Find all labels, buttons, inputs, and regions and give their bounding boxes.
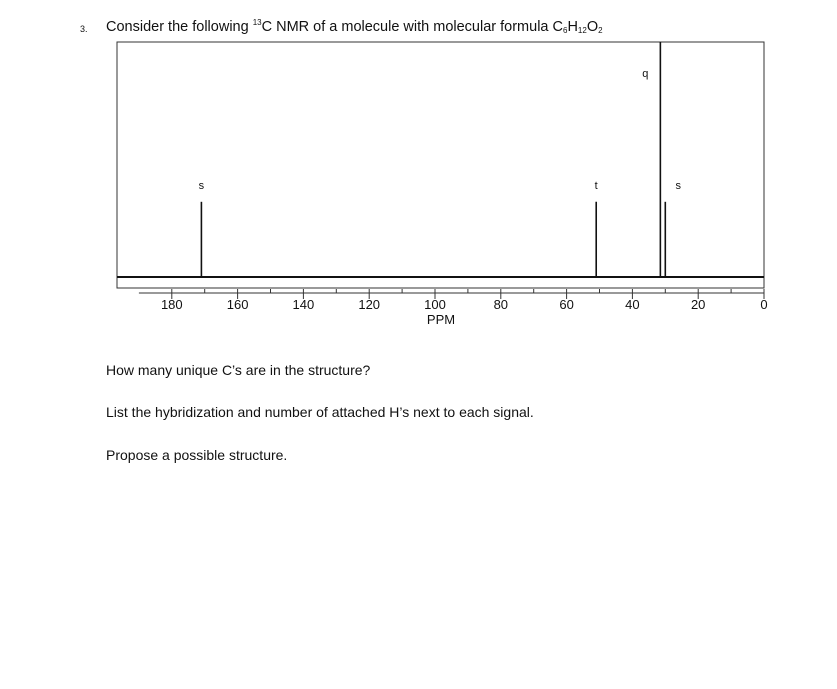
x-tick-label: 160 [226, 297, 249, 312]
x-tick-label: 20 [690, 297, 706, 312]
carbon-count: 6 [562, 26, 568, 35]
prompt-unique-carbons: How many unique C’s are in the structure? [106, 362, 371, 378]
hydrogen-count: 12 [577, 26, 587, 35]
hydrogen-label: H [567, 19, 578, 35]
x-tick-label: 80 [493, 297, 509, 312]
x-tick-label: 180 [160, 297, 183, 312]
question-number: 3. [80, 24, 88, 34]
x-tick-label: 60 [559, 297, 574, 312]
nmr-spectrum-chart [0, 0, 837, 340]
peak-multiplicity-label: q [642, 68, 649, 80]
heading-text-start: Consider the following [106, 19, 253, 35]
x-tick-label: 0 [760, 297, 768, 312]
prompt-structure: Propose a possible structure. [106, 447, 288, 463]
plot-frame [117, 42, 764, 288]
isotope-superscript: 13 [252, 18, 262, 27]
peaks [199, 42, 682, 277]
oxygen-label: O [586, 19, 599, 35]
x-tick-label: 40 [625, 297, 640, 312]
peak-multiplicity-label: s [198, 179, 205, 192]
peak-multiplicity-label: s [675, 179, 682, 192]
x-tick-label: 120 [358, 297, 381, 312]
x-tick-label: 140 [292, 297, 315, 312]
x-tick-label: 100 [424, 297, 446, 312]
heading-text-middle: C NMR of a molecule with molecular formula C [261, 19, 563, 35]
oxygen-count: 2 [598, 26, 603, 35]
peak-multiplicity-label: t [594, 179, 598, 192]
x-axis-label: PPM [426, 312, 456, 327]
prompt-hybridization: List the hybridization and number of attached H’s next to each signal. [106, 404, 534, 420]
x-axis [139, 289, 768, 312]
